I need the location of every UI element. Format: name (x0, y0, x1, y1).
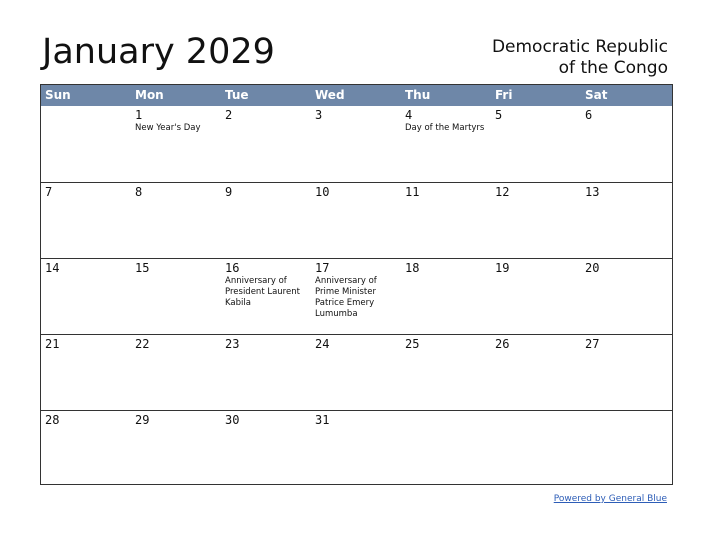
day-number: 14 (45, 261, 60, 275)
day-number: 4 (405, 108, 413, 122)
day-number: 12 (495, 185, 510, 199)
day-cell (581, 335, 672, 410)
day-number: 20 (585, 261, 600, 275)
day-cell (491, 259, 581, 334)
day-cell (311, 411, 401, 486)
holiday-label: Day of the Martyrs (405, 123, 485, 133)
weekday-label-sat: Sat (585, 88, 608, 102)
country-name (348, 37, 668, 79)
day-cell (131, 183, 221, 258)
powered-by-link[interactable]: Powered by General Blue (553, 494, 667, 504)
day-number: 16 (225, 261, 240, 275)
day-cell (581, 106, 672, 182)
day-cell (221, 335, 311, 410)
day-number: 29 (135, 413, 150, 427)
weekday-label-mon: Mon (135, 88, 164, 102)
week-row (41, 182, 672, 258)
weekday-label-sun: Sun (45, 88, 71, 102)
day-cell (41, 183, 131, 258)
day-cell (41, 411, 131, 486)
day-number: 10 (315, 185, 330, 199)
day-cell (401, 259, 491, 334)
weeks-container (41, 106, 672, 486)
day-cell (221, 259, 311, 334)
day-cell (311, 106, 401, 182)
day-number: 11 (405, 185, 420, 199)
day-cell (581, 411, 672, 486)
page-title: January 2029 (42, 32, 275, 72)
day-cell (491, 183, 581, 258)
day-cell (401, 411, 491, 486)
week-row (41, 334, 672, 410)
day-number: 9 (225, 185, 233, 199)
day-number: 27 (585, 337, 600, 351)
day-number: 30 (225, 413, 240, 427)
day-number: 13 (585, 185, 600, 199)
day-cell (41, 335, 131, 410)
day-cell (41, 259, 131, 334)
holiday-label: Anniversary of Prime Minister Patrice Emery Lumumba (315, 276, 377, 319)
weekday-label-thu: Thu (405, 88, 431, 102)
day-cell (581, 259, 672, 334)
weekday-label-tue: Tue (225, 88, 249, 102)
day-cell (131, 259, 221, 334)
day-cell (581, 183, 672, 258)
day-number: 21 (45, 337, 60, 351)
day-cell (491, 411, 581, 486)
day-cell (131, 411, 221, 486)
day-cell (131, 335, 221, 410)
day-cell (311, 183, 401, 258)
day-cell (221, 183, 311, 258)
day-number: 24 (315, 337, 330, 351)
country-line-2: of the Congo (558, 58, 668, 78)
day-cell (401, 106, 491, 182)
day-cell (491, 106, 581, 182)
day-cell (401, 335, 491, 410)
day-cell (221, 411, 311, 486)
day-number: 19 (495, 261, 510, 275)
day-number: 6 (585, 108, 593, 122)
day-cell (311, 335, 401, 410)
day-number: 31 (315, 413, 330, 427)
day-cell (311, 259, 401, 334)
holiday-label: Anniversary of President Laurent Kabila (225, 276, 300, 308)
day-number: 3 (315, 108, 323, 122)
day-number: 28 (45, 413, 60, 427)
weekday-label-fri: Fri (495, 88, 513, 102)
day-number: 18 (405, 261, 420, 275)
day-number: 1 (135, 108, 143, 122)
day-number: 22 (135, 337, 150, 351)
day-number: 2 (225, 108, 233, 122)
day-cell (221, 106, 311, 182)
day-number: 15 (135, 261, 150, 275)
weekday-label-wed: Wed (315, 88, 345, 102)
day-number: 8 (135, 185, 143, 199)
week-row (41, 410, 672, 486)
calendar-grid (40, 84, 673, 485)
day-cell (491, 335, 581, 410)
day-number: 17 (315, 261, 330, 275)
day-number: 23 (225, 337, 240, 351)
day-number: 5 (495, 108, 503, 122)
day-number: 26 (495, 337, 510, 351)
day-number: 25 (405, 337, 420, 351)
weekday-header-row (41, 85, 672, 106)
day-cell (41, 106, 131, 182)
day-cell (131, 106, 221, 182)
week-row (41, 258, 672, 334)
week-row (41, 106, 672, 182)
holiday-label: New Year's Day (135, 123, 201, 133)
country-line-1: Democratic Republic (491, 37, 668, 57)
day-number: 7 (45, 185, 53, 199)
day-cell (401, 183, 491, 258)
